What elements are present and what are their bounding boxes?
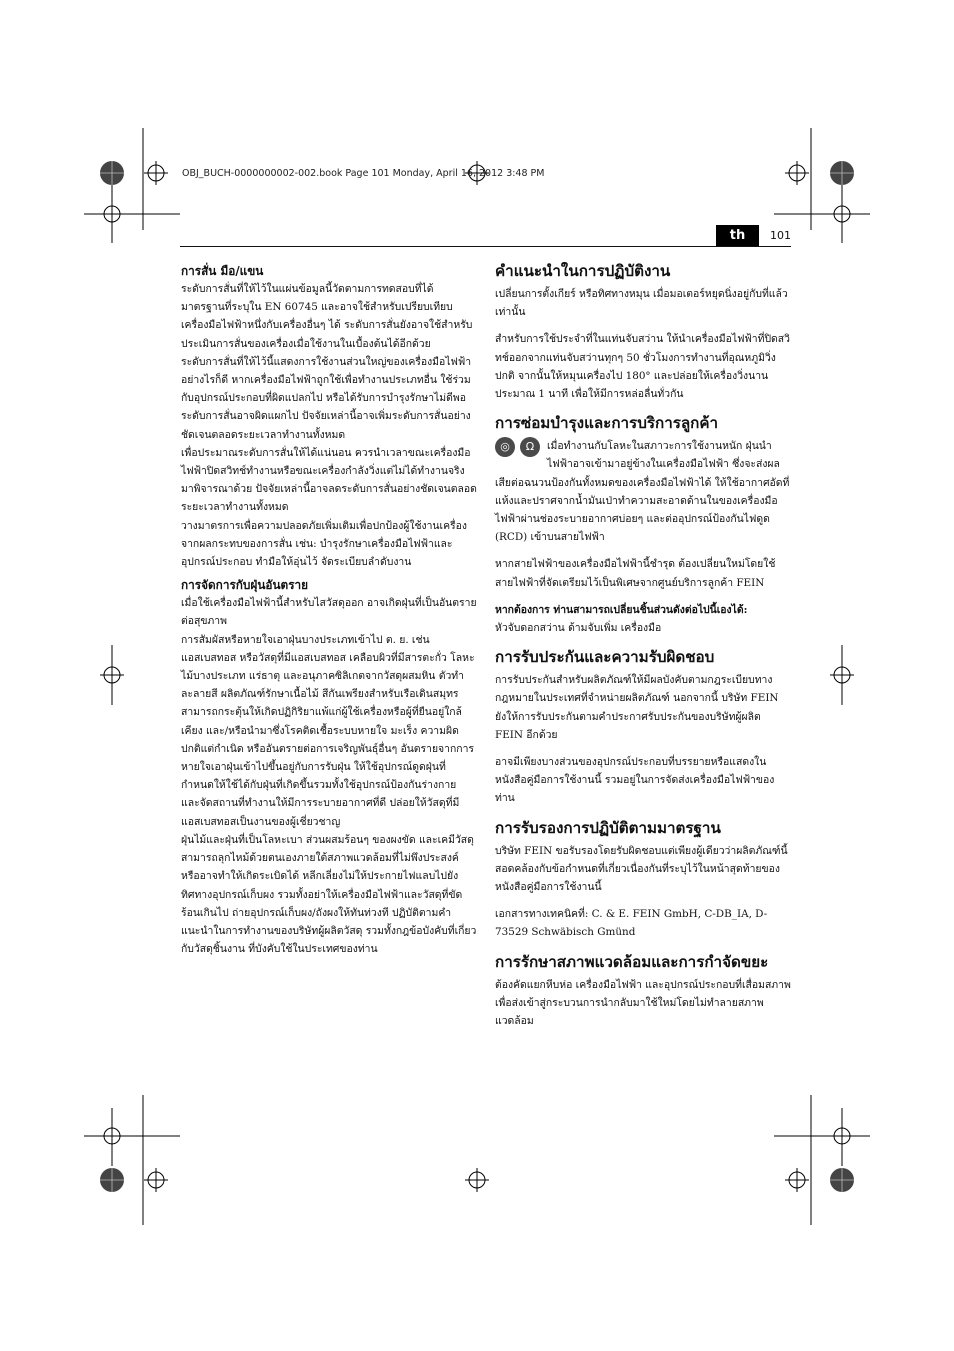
paragraph: เพื่อประมาณระดับการสั่นให้ได้แน่นอน ควรนำเวลาขณะเครื่องมือไฟฟ้าปิดสวิทช์ทำงานหรือขณะเครื่องกำลังวิ่งแต่ไม่ได้ทำงานจริงมาพิจารณาด้วย ปัจจัยเหล่านี้อาจลดระดับการสั่นอย่างชัดเจนตลอดระยะเวลาทำงานทั้งหมด bbox=[181, 446, 477, 514]
header-rule bbox=[180, 246, 791, 247]
left-column bbox=[181, 262, 477, 958]
page-number: 101 bbox=[770, 229, 791, 242]
paragraph: ระดับการสั่นที่ให้ไว้นี้แสดงการใช้งานส่วนใหญ่ของเครื่องมือไฟฟ้า อย่างไรก็ดี หากเครื่องมือไฟฟ้าถูกใช้เพื่อทำงานประเภทอื่น ใช้ร่วมกับอุปกรณ์ประกอบที่ผิดแปลกไป หรือได้รับการบำรุงรักษาไม่ดีพอ ระดับการสั่นอาจผิดแผกไป ปัจจัยเหล่านี้อาจเพิ่มระดับการสั่นอย่างชัดเจนตลอดระยะเวลาทำงานทั้งหมด bbox=[181, 355, 472, 441]
paragraph: หากสายไฟฟ้าของเครื่องมือไฟฟ้านี้ชำรุด ต้องเปลี่ยนใหม่โดยใช้สายไฟฟ้าที่จัดเตรียมไว้เป็นพิเศษจากศูนย์บริการลูกค้า FEIN bbox=[495, 558, 776, 589]
section-title-operating: คำแนะนำในการปฏิบัติงาน bbox=[495, 262, 671, 280]
paragraph: อาจมีเพียงบางส่วนของอุปกรณ์ประกอบที่บรรยายหรือแสดงในหนังสือคู่มือการใช้งานนี้ รวมอยู่ในการจัดส่งเครื่องมือไฟฟ้าของท่าน bbox=[495, 756, 775, 805]
language-tab: th bbox=[716, 225, 759, 246]
ppe-icons bbox=[495, 437, 545, 461]
section-title-environment: การรักษาสภาพแวดล้อมและการกำจัดขยะ bbox=[495, 952, 769, 971]
ear-protection-icon: Ω bbox=[520, 437, 540, 457]
paragraph: เมื่อทำงานกับโลหะในสภาวะการใช้งานหนัก ฝุ่นนำไฟฟ้าอาจเข้ามาอยู่ข้างในเครื่องมือไฟฟ้า ซึ่งจะส่งผลเสียต่อฉนวนป้องกันทั้งหมดของเครื่องมือไฟฟ้าได้ ให้ใช้อากาศอัดที่แห้งและปราศจากน้ำมันเป่าทำความสะอาดด้านในของเครื่องมือไฟฟ้าผ่านช่องระบายอากาศบ่อยๆ และต่ออุปกรณ์ป้องกันไฟดูด (RCD) เข้าบนสายไฟฟ้า bbox=[495, 440, 790, 544]
paragraph: การรับประกันสำหรับผลิตภัณฑ์ให้มีผลบังคับตามกฎระเบียบทางกฎหมายในประเทศที่จำหน่ายผลิตภัณฑ์ นอกจากนี้ บริษัท FEIN ยังให้การรับประกันตามคำประกาศรับประกันของบริษัทผู้ผลิต FEIN อีกด้วย bbox=[495, 674, 779, 741]
paragraph: วางมาตรการเพื่อความปลอดภัยเพิ่มเติมเพื่อปกป้องผู้ใช้งานเครื่องจากผลกระทบของการสั่น เช่น: บำรุงรักษาเครื่องมือไฟฟ้าและอุปกรณ์ประกอบ ทำมือให้อุ่นไว้ จัดระเบียบลำดับงาน bbox=[181, 519, 467, 569]
paragraph: ฝุ่นไม้และฝุ่นที่เป็นโลหะเบา ส่วนผสมร้อนๆ ของผงขัด และเคมีวัสดุ สามารถลุกไหม้ด้วยตนเองภายใต้สภาพแวดล้อมที่ไม่พึงประสงค์ หรืออาจทำให้เกิดระเบิดได้ หลีกเลี่ยงไม่ให้ประกายไฟแลบไปยังทิศทางอุปกรณ์เก็บผง รวมทั้งอย่าให้เครื่องมือไฟฟ้าและวัสดุที่ขัดร้อนเกินไป ถ่ายอุปกรณ์เก็บผง/ถังผงให้ทันท่วงที ปฏิบัติตามคำแนะนำในการทำงานของบริษัทผู้ผลิตวัสดุ รวมทั้งกฎข้อบังคับที่เกี่ยวกับวัสดุชิ้นงาน ที่บังคับใช้ในประเทศของท่าน bbox=[181, 833, 477, 956]
paragraph: ต้องคัดแยกหีบห่อ เครื่องมือไฟฟ้า และอุปกรณ์ประกอบที่เสื่อมสภาพ เพื่อส่งเข้าสู่กระบวนการนำกลับมาใช้ใหม่โดยไม่ทำลายสภาพแวดล้อม bbox=[495, 978, 791, 1028]
paragraph: เมื่อใช้เครื่องมือไฟฟ้านี้สำหรับไสวัสดุออก อาจเกิดฝุ่นที่เป็นอันตรายต่อสุขภาพ bbox=[181, 597, 477, 628]
paragraph: สำหรับการใช้ประจำที่ในแท่นจับสว่าน ให้นำเครื่องมือไฟฟ้าที่ปิดสวิทช์ออกจากแท่นจับสว่านทุกๆ 50 ชั่วโมงการทำงานที่อุณหภูมิวิ่งปกติ จากนั้นให้หมุนเครื่องไป 180° และปล่อยให้เครื่องวิ่งนานประมาณ 1 นาที เพื่อให้มีการหล่อลื่นทั่วกัน bbox=[495, 333, 790, 401]
book-slug: OBJ_BUCH-0000000002-002.book Page 101 Monday, April 16, 2012 3:48 PM bbox=[182, 168, 545, 179]
section-title-dust: การจัดการกับฝุ่นอันตราย bbox=[181, 578, 309, 593]
section-title-warranty: การรับประกันและความรับผิดชอบ bbox=[495, 648, 715, 667]
paragraph: เปลี่ยนการตั้งเกียร์ หรือทิศทางหมุน เมื่อมอเตอร์หยุดนิ่งอยู่กับที่แล้วเท่านั้น bbox=[495, 288, 788, 319]
section-title-vibration: การสั่น มือ/แขน bbox=[181, 264, 264, 278]
paragraph: การสัมผัสหรือหายใจเอาฝุ่นบางประเภทเข้าไป ต. ย. เช่น แอสเบสทอส หรือวัสดุที่มีแอสเบสทอส เคลือบผิวที่มีสารตะกั่ว โลหะ ไม้บางประเภท แร่ธาตุ และอนุภาคซิลิเกตจากวัสดุผสมหิน ตัวทำละลายสี ผลิตภัณฑ์รักษาเนื้อไม้ สีกันเพรียงสำหรับเรือเดินสมุทร สามารถกระตุ้นให้เกิดปฏิกิริยาแพ้แก่ผู้ใช้เครื่องหรือผู้ที่ยืนอยู่ใกล้เคียง และ/หรือนำมาซึ่งโรคติดเชื้อระบบหายใจ มะเร็ง ความผิดปกติแต่กำเนิด หรืออันตรายต่อการเจริญพันธุ์อื่นๆ อันตรายจากการหายใจเอาฝุ่นเข้าไปขึ้นอยู่กับการรับฝุ่น ให้ใช้อุปกรณ์ดูดฝุ่นที่กำหนดให้ใช้ได้กับฝุ่นที่เกิดขึ้นรวมทั้งใช้อุปกรณ์ป้องกันร่างกาย และจัดสถานที่ทำงานให้มีการระบายอากาศที่ดี ปล่อยให้วัสดุที่มีแอสเบสทอสเป็นงานของผู้เชี่ยวชาญ bbox=[181, 633, 475, 828]
section-title-conformity: การรับรองการปฏิบัติตามมาตรฐาน bbox=[495, 818, 721, 837]
right-column bbox=[495, 260, 791, 1030]
paragraph: หัวจับดอกสว่าน ด้ามจับเพิ่ม เครื่องมือ bbox=[495, 622, 662, 635]
section-title-maintenance: การซ่อมบำรุงและการบริการลูกค้า bbox=[495, 414, 719, 433]
paragraph: เอกสารทางเทคนิคที่: C. & E. FEIN GmbH, C-DB_IA, D-73529 Schwäbisch Gmünd bbox=[495, 908, 768, 939]
paragraph-bold: หากต้องการ ท่านสามารถเปลี่ยนชิ้นส่วนดังต่อไปนี้เองได้: bbox=[495, 603, 748, 616]
paragraph: ระดับการสั่นที่ให้ไว้ในแผ่นข้อมูลนี้วัดตามการทดสอบที่ได้มาตรฐานที่ระบุใน EN 60745 และอาจใช้สำหรับเปรียบเทียบเครื่องมือไฟฟ้าหนึ่งกับเครื่องอื่นๆ ได้ ระดับการสั่นยังอาจใช้สำหรับประเมินการสั่นของเครื่องเมื่อใช้งานในเบื้องต้นได้อีกด้วย bbox=[181, 283, 473, 350]
safety-goggles-icon: ◎ bbox=[495, 437, 515, 457]
paragraph: บริษัท FEIN ขอรับรองโดยรับผิดชอบแต่เพียงผู้เดียวว่าผลิตภัณฑ์นี้สอดคล้องกับข้อกำหนดที่เกี่ยวเนื่องกันที่ระบุไว้ในหน้าสุดท้ายของหนังสือคู่มือการใช้งานนี้ bbox=[495, 844, 788, 894]
